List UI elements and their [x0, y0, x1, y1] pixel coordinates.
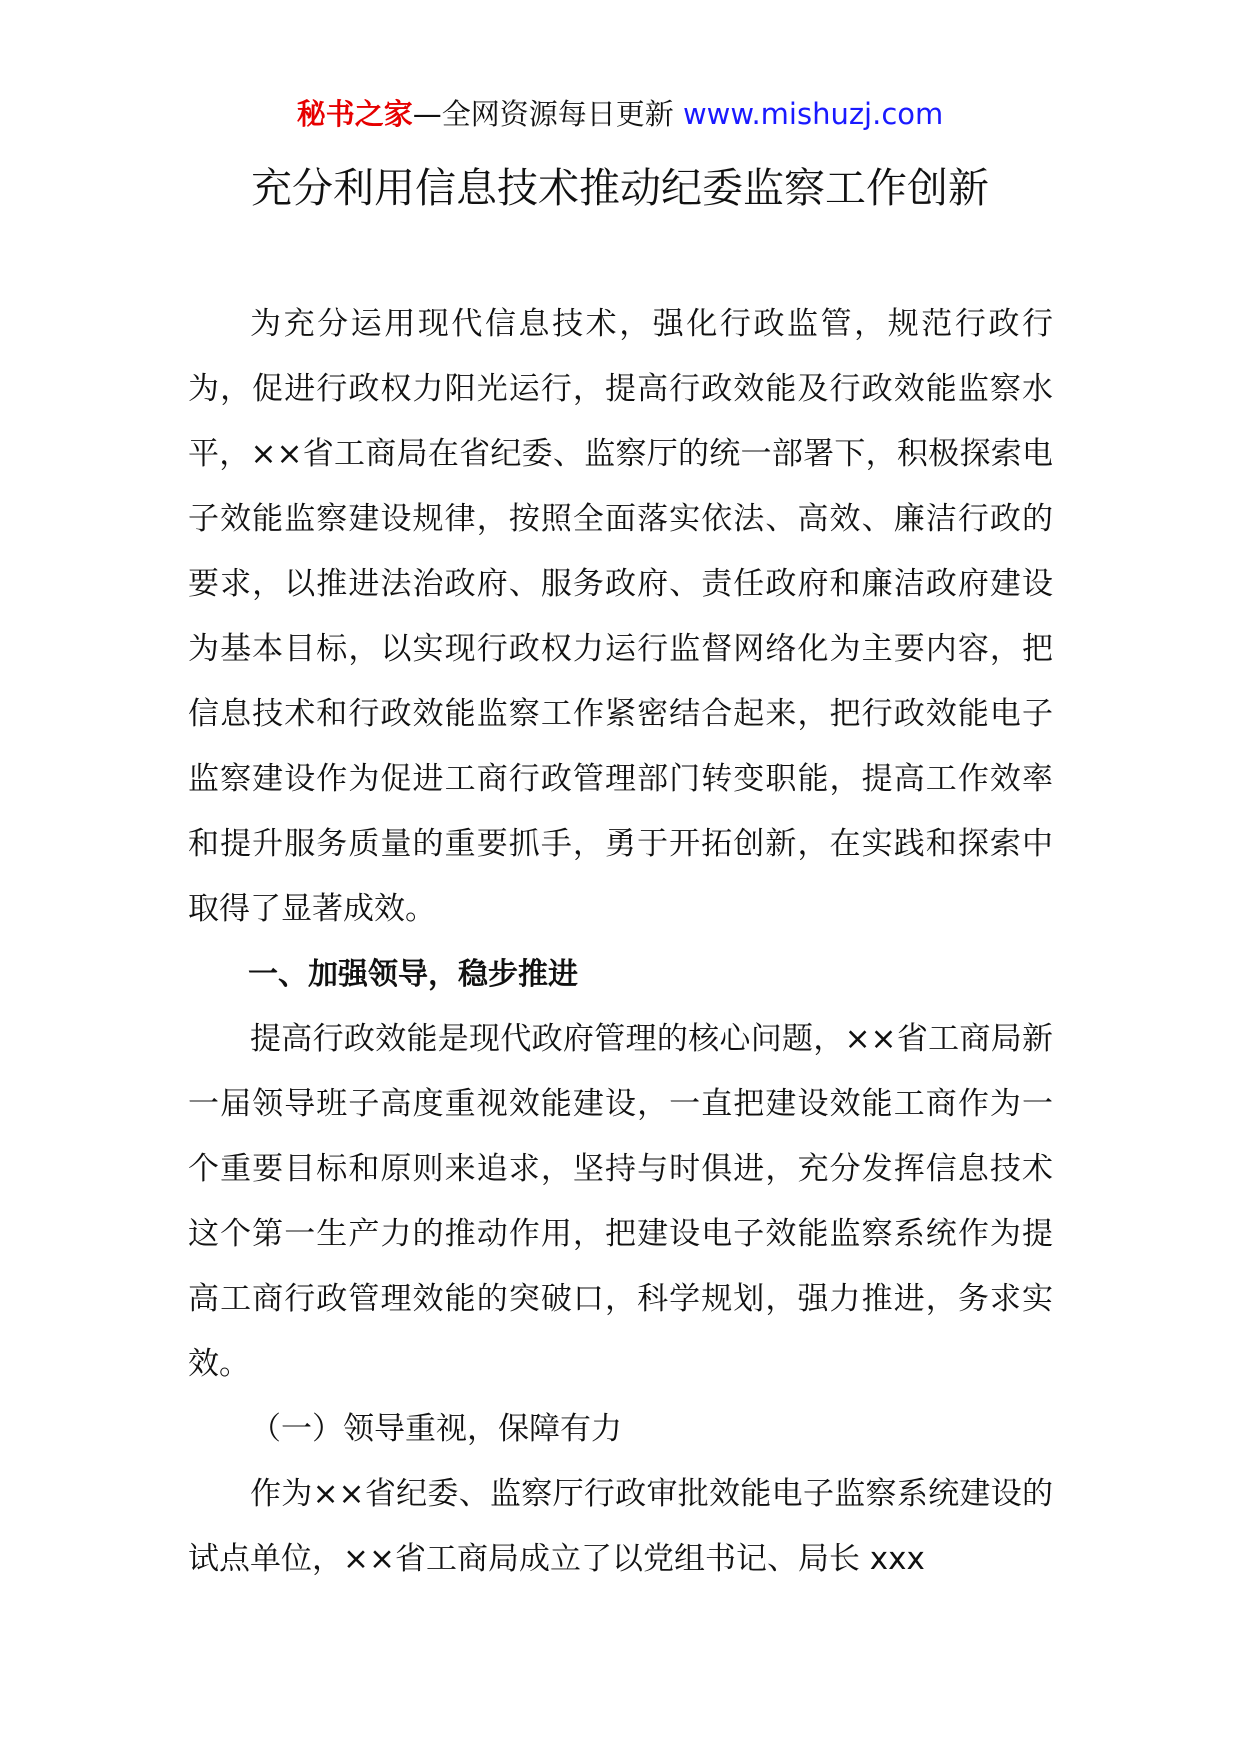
document-body	[188, 292, 1053, 1592]
section-heading: 一、加强领导，稳步推进	[248, 957, 578, 992]
document-title: 充分利用信息技术推动纪委监察工作创新	[251, 164, 989, 212]
site-slogan: —全网资源每日更新	[412, 97, 674, 131]
site-url-link[interactable]: www.mishuzj.com	[682, 97, 944, 131]
subsection-heading: （一）领导重视，保障有力	[250, 1411, 622, 1447]
body-paragraph: 提高行政效能是现代政府管理的核心问题，××省工商局新一届领导班子高度重视效能建设，一直把建设效能工商作为一个重要目标和原则来追求，坚持与时俱进，充分发挥信息技术这个第一生产力的推动作用，把建设电子效能监察系统作为提高工商行政管理效能的突破口，科学规划，强力推进，务求实效。	[188, 1021, 1053, 1382]
site-header	[0, 94, 1240, 134]
body-paragraph: 作为××省纪委、监察厅行政审批效能电子监察系统建设的试点单位，××省工商局成立了以党组书记、局长 xxx	[188, 1476, 1053, 1577]
body-paragraph: 为充分运用现代信息技术，强化行政监管，规范行政行为，促进行政权力阳光运行，提高行政效能及行政效能监察水平，××省工商局在省纪委、监察厅的统一部署下，积极探索电子效能监察建设规律，按照全面落实依法、高效、廉洁行政的要求，以推进法治政府、服务政府、责任政府和廉洁政府建设为基本目标，以实现行政权力运行监督网络化为主要内容，把信息技术和行政效能监察工作紧密结合起来，把行政效能电子监察建设作为促进工商行政管理部门转变职能，提高工作效率和提升服务质量的重要抓手，勇于开拓创新，在实践和探索中取得了显著成效。	[188, 306, 1053, 927]
site-brand: 秘书之家	[296, 97, 413, 131]
